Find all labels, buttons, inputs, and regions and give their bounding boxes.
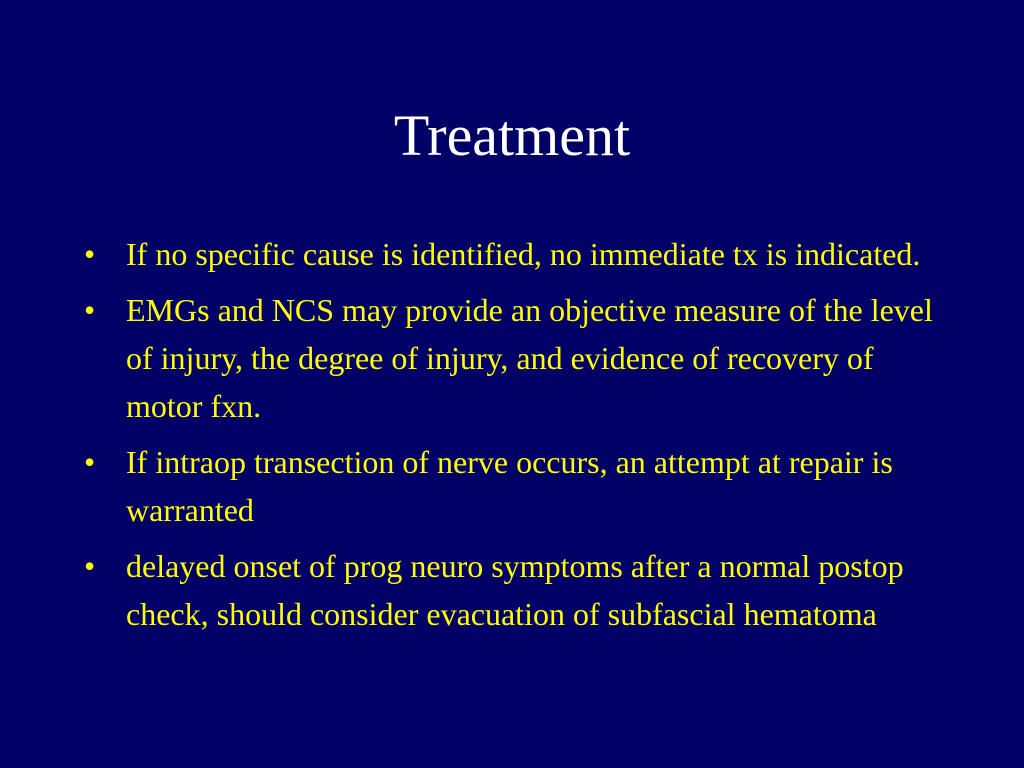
bullet-item xyxy=(84,230,954,278)
bullet-text: EMGs and NCS may provide an objective measure of the level of injury, the degree of injury, and evidence of recovery of motor fxn. xyxy=(126,292,933,424)
bullet-list xyxy=(84,230,954,646)
bullet-item xyxy=(84,438,954,534)
bullet-text: If intraop transection of nerve occurs, an attempt at repair is warranted xyxy=(126,444,893,528)
bullet-item xyxy=(84,542,954,638)
bullet-icon: • xyxy=(84,444,96,480)
slide-title: Treatment xyxy=(393,103,631,168)
bullet-icon: • xyxy=(84,548,96,584)
bullet-icon: • xyxy=(84,292,96,328)
bullet-text: delayed onset of prog neuro symptoms after a normal postop check, should consider evacuation of subfascial hematoma xyxy=(126,548,904,632)
bullet-text: If no specific cause is identified, no immediate tx is indicated. xyxy=(126,236,921,272)
bullet-icon: • xyxy=(84,236,96,272)
bullet-item xyxy=(84,286,954,430)
